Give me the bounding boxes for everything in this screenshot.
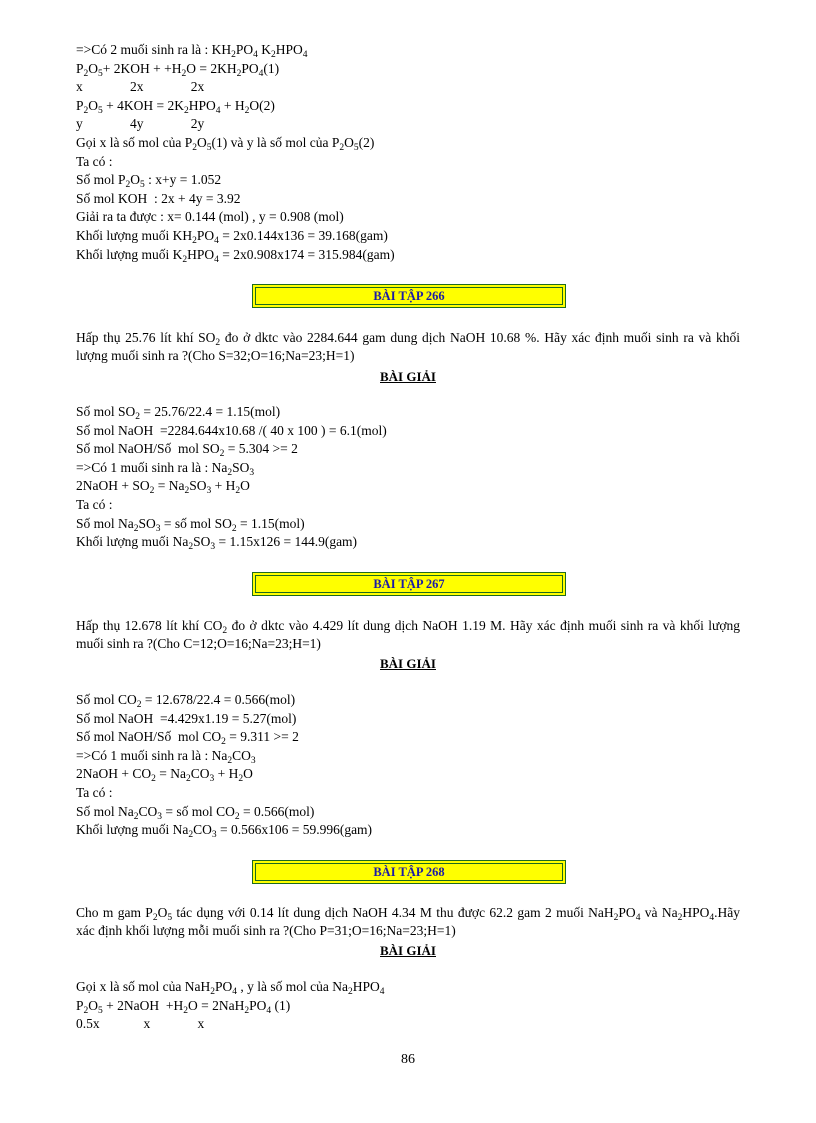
formula-line xyxy=(76,422,387,440)
subscript: 3 xyxy=(155,523,161,534)
text-run: K xyxy=(257,42,271,57)
subscript: 2 xyxy=(244,1005,250,1016)
subscript: 5 xyxy=(98,1005,103,1016)
formula-line xyxy=(76,477,250,495)
text-run: Số mol NaOH =2284.644x10.68 /( 40 x 100 ) = 6.1(mol) xyxy=(76,422,387,438)
subscript: 2 xyxy=(149,486,155,497)
text-run: Giải ra ta được : x= 0.144 (mol) , y = 0.908 (mol) xyxy=(76,209,344,225)
text-run: CO xyxy=(190,766,210,782)
formula-line xyxy=(76,496,113,514)
text-run: Khối lượng muối Na xyxy=(76,534,189,550)
subscript: 5 xyxy=(353,143,359,153)
text-run: O = 2NaH xyxy=(187,997,245,1013)
formula-line xyxy=(76,765,253,783)
text-run: HPO xyxy=(188,97,216,113)
text-run: SO xyxy=(138,515,156,531)
text-run: + 2KOH + +H xyxy=(102,60,182,76)
subscript: 3 xyxy=(210,542,216,553)
subscript: 3 xyxy=(157,811,163,822)
text-run: SO xyxy=(193,534,211,550)
text-run: (2) xyxy=(358,135,375,150)
text-run: Số mol P xyxy=(76,172,126,188)
exercise-267-title: BÀI TẬP 267 xyxy=(373,576,445,591)
subscript: 4 xyxy=(215,105,221,116)
subscript: 2 xyxy=(184,105,189,116)
text-run: =>Có 2 muối sinh ra là : KH xyxy=(76,42,232,57)
text-run: Khối lượng muối KH xyxy=(76,228,193,243)
text-run: PO xyxy=(214,979,233,994)
text-run: : x+y = 1.052 xyxy=(144,172,222,188)
formula-line xyxy=(76,803,314,821)
text-run: 2NaOH + CO xyxy=(76,766,152,782)
text-run: =>Có 1 muối sinh ra là : Na xyxy=(76,459,228,475)
exercise-266-banner xyxy=(252,284,566,308)
text-run: Cho m gam P xyxy=(76,905,153,920)
subscript: 2 xyxy=(181,68,187,79)
formula-line xyxy=(76,978,385,996)
subscript: 2 xyxy=(219,449,225,460)
text-run: , y là số mol của Na xyxy=(237,979,348,994)
subscript: 2 xyxy=(152,913,158,923)
subscript: 2 xyxy=(135,412,141,422)
subscript: 2 xyxy=(222,626,228,636)
subscript: 4 xyxy=(302,50,308,60)
subscript: 4 xyxy=(379,987,385,997)
formula-line xyxy=(76,41,308,59)
text-run: O xyxy=(157,905,168,920)
subscript: 2 xyxy=(215,338,221,348)
text-run: Hấp thụ 25.76 lít khí SO xyxy=(76,330,216,345)
subscript: 4 xyxy=(709,913,715,923)
subscript: 2 xyxy=(210,987,215,997)
subscript: 2 xyxy=(188,542,194,553)
subscript: 2 xyxy=(234,811,240,822)
formula-line xyxy=(76,60,279,78)
subscript: 2 xyxy=(125,180,131,191)
subscript: 3 xyxy=(249,467,255,478)
exercise-267-problem xyxy=(76,617,740,653)
text-run: (1) và y là số mol của P xyxy=(211,135,340,150)
formula-line xyxy=(76,246,395,264)
text-run: O xyxy=(240,478,250,494)
formula-line xyxy=(76,190,241,208)
subscript: 2 xyxy=(613,913,619,923)
formula-line xyxy=(76,115,204,133)
subscript: 2 xyxy=(133,811,139,822)
text-run: = 9.311 >= 2 xyxy=(225,729,299,745)
text-run: SO xyxy=(232,459,250,475)
subscript: 4 xyxy=(232,987,237,997)
formula-line xyxy=(76,78,204,96)
text-run: O xyxy=(88,60,99,76)
text-run: Hấp thụ 12.678 lít khí CO xyxy=(76,618,223,633)
text-run: = Na xyxy=(154,478,185,494)
text-run: y 4y 2y xyxy=(76,116,205,132)
text-run: đo ở dktc vào 4.429 lít dung dịch NaOH 1.19 M. Hãy xác định muối sinh ra và khối lượng muối sinh ra ?(Cho C=12;O=16;Na=23;H=1) xyxy=(76,618,741,651)
text-run: Số mol Na xyxy=(76,515,134,531)
text-run: = 1.15x126 = 144.9(gam) xyxy=(215,534,358,550)
formula-line xyxy=(76,459,254,477)
subscript: 2 xyxy=(192,236,197,246)
formula-line xyxy=(76,784,113,802)
subscript: 2 xyxy=(339,143,345,153)
text-run: Khối lượng muối Na xyxy=(76,822,189,838)
text-run: = số mol SO xyxy=(160,515,232,531)
text-run: .Hãy xác định khối lượng mỗi muối sinh ra ?(Cho P=31;O=16;Na=23;H=1) xyxy=(76,905,741,938)
subscript: 2 xyxy=(185,774,191,785)
formula-line xyxy=(76,97,275,115)
subscript: 2 xyxy=(133,523,139,534)
text-run: P xyxy=(76,60,84,76)
subscript: 2 xyxy=(227,467,233,478)
text-run: HPO xyxy=(275,42,303,57)
text-run: O = 2KH xyxy=(186,60,237,76)
formula-line xyxy=(76,515,305,533)
text-run: = Na xyxy=(155,766,186,782)
page-number: 86 xyxy=(401,1052,415,1067)
text-run: + H xyxy=(211,478,236,494)
text-run: P xyxy=(76,97,84,113)
subscript: 5 xyxy=(140,180,145,191)
text-run: Số mol NaOH/Số mol SO xyxy=(76,441,220,457)
formula-line xyxy=(76,134,374,152)
text-run: = 1.15(mol) xyxy=(236,515,305,531)
text-run: = 2x0.908x174 = 315.984(gam) xyxy=(218,246,395,262)
exercise-267-solution-heading: BÀI GIẢI xyxy=(380,656,436,671)
subscript: 5 xyxy=(98,68,103,79)
exercise-268-banner xyxy=(252,860,566,884)
subscript: 2 xyxy=(184,486,190,497)
text-run: PO xyxy=(618,905,636,920)
formula-line xyxy=(76,440,298,458)
formula-line xyxy=(76,691,295,709)
subscript: 2 xyxy=(244,105,250,116)
subscript: 2 xyxy=(151,774,156,785)
subscript: 2 xyxy=(347,987,353,997)
subscript: 4 xyxy=(635,913,641,923)
subscript: 3 xyxy=(209,774,215,785)
text-run: = 12.678/22.4 = 0.566(mol) xyxy=(141,692,296,707)
subscript: 2 xyxy=(83,68,89,79)
text-run: O xyxy=(130,172,141,188)
text-run: 2NaOH + SO xyxy=(76,478,150,494)
text-run: Ta có : xyxy=(76,153,113,169)
subscript: 3 xyxy=(206,486,212,497)
text-run: Ta có : xyxy=(76,785,113,800)
text-run: CO xyxy=(232,747,251,763)
formula-line xyxy=(76,403,280,421)
exercise-267-banner xyxy=(252,572,566,596)
text-run: đo ở dktc vào 2284.644 gam dung dịch NaOH 10.68 %. Hãy xác định muối sinh ra và khối lượng muối sinh ra ?(Cho S=32;O=16;Na=23;H=1) xyxy=(76,330,740,363)
text-run: = 25.76/22.4 = 1.15(mol) xyxy=(140,404,281,419)
text-run: PO xyxy=(249,997,267,1013)
subscript: 3 xyxy=(250,755,256,766)
text-run: O xyxy=(88,997,99,1013)
subscript: 2 xyxy=(182,254,188,265)
formula-line xyxy=(76,171,221,189)
exercise-266-problem xyxy=(76,329,740,365)
subscript: 4 xyxy=(253,50,258,60)
text-run: Ta có : xyxy=(76,497,113,512)
subscript: 5 xyxy=(98,105,103,116)
subscript: 2 xyxy=(236,68,242,79)
subscript: 2 xyxy=(136,700,142,710)
subscript: 2 xyxy=(235,486,241,497)
text-run: Số mol KOH : 2x + 4y = 3.92 xyxy=(76,190,241,206)
subscript: 2 xyxy=(192,143,197,153)
text-run: Số mol Na xyxy=(76,803,134,819)
subscript: 2 xyxy=(83,1005,89,1016)
text-run: PO xyxy=(241,60,259,76)
exercise-266-title: BÀI TẬP 266 xyxy=(373,288,445,303)
text-run: và Na xyxy=(640,905,678,920)
subscript: 4 xyxy=(266,1005,272,1016)
text-run: Số mol NaOH/Số mol CO xyxy=(76,729,222,745)
subscript: 2 xyxy=(83,105,89,116)
text-run: O(2) xyxy=(249,97,275,113)
text-run: O xyxy=(243,766,253,782)
formula-line xyxy=(76,227,388,245)
text-run: x 2x 2x xyxy=(76,79,205,95)
text-run: + 2NaOH +H xyxy=(102,997,184,1013)
text-run: P xyxy=(76,997,84,1013)
text-run: = 5.304 >= 2 xyxy=(224,441,298,457)
text-run: Khối lượng muối K xyxy=(76,246,183,262)
subscript: 2 xyxy=(238,774,244,785)
text-run: = 0.566x106 = 59.996(gam) xyxy=(216,822,373,838)
subscript: 3 xyxy=(211,830,217,841)
text-run: 0.5x x x xyxy=(76,1016,205,1032)
text-run: O xyxy=(197,135,207,150)
subscript: 2 xyxy=(677,913,683,923)
subscript: 4 xyxy=(214,236,219,246)
text-run: (1) xyxy=(263,60,280,76)
subscript: 4 xyxy=(214,254,219,265)
subscript: 5 xyxy=(167,913,173,923)
subscript: 2 xyxy=(231,50,236,60)
text-run: + 4KOH = 2K xyxy=(102,97,184,113)
subscript: 4 xyxy=(258,68,264,79)
formula-line xyxy=(76,153,113,171)
text-run: (1) xyxy=(271,997,291,1013)
formula-line xyxy=(76,997,290,1015)
subscript: 2 xyxy=(270,50,276,60)
text-run: = số mol CO xyxy=(162,803,235,819)
subscript: 2 xyxy=(221,737,226,748)
text-run: Số mol SO xyxy=(76,404,136,419)
text-run: + H xyxy=(220,97,245,113)
text-run: CO xyxy=(193,822,212,838)
formula-line xyxy=(76,728,299,746)
formula-line xyxy=(76,208,344,226)
text-run: CO xyxy=(138,803,158,819)
subscript: 2 xyxy=(188,830,194,841)
text-run: O xyxy=(88,97,99,113)
formula-line xyxy=(76,533,357,551)
exercise-268-solution-heading: BÀI GIẢI xyxy=(380,943,436,958)
text-run: Số mol NaOH =4.429x1.19 = 5.27(mol) xyxy=(76,710,297,726)
subscript: 2 xyxy=(183,1005,188,1016)
text-run: =>Có 1 muối sinh ra là : Na xyxy=(76,747,228,763)
formula-line xyxy=(76,821,372,839)
text-run: HPO xyxy=(352,979,380,994)
exercise-266-solution-heading: BÀI GIẢI xyxy=(380,369,436,384)
exercise-268-problem xyxy=(76,904,740,940)
text-run: HPO xyxy=(682,905,710,920)
text-run: Gọi x là số mol của NaH xyxy=(76,979,211,994)
text-run: = 0.566(mol) xyxy=(239,803,315,819)
subscript: 2 xyxy=(227,755,233,766)
text-run: = 2x0.144x136 = 39.168(gam) xyxy=(218,228,388,243)
subscript: 5 xyxy=(206,143,212,153)
text-run: tác dụng với 0.14 lít dung dịch NaOH 4.34 M thu được 62.2 gam 2 muối NaH xyxy=(172,905,614,920)
text-run: Số mol CO xyxy=(76,692,137,707)
text-run: Gọi x là số mol của P xyxy=(76,135,193,150)
text-run: O xyxy=(344,135,354,150)
formula-line xyxy=(76,747,256,765)
text-run: + H xyxy=(214,766,239,782)
text-run: PO xyxy=(196,228,215,243)
formula-line xyxy=(76,710,296,728)
subscript: 2 xyxy=(231,523,237,534)
text-run: HPO xyxy=(187,246,215,262)
text-run: SO xyxy=(189,478,207,494)
exercise-268-title: BÀI TẬP 268 xyxy=(373,864,445,879)
formula-line xyxy=(76,1015,204,1033)
text-run: PO xyxy=(235,42,254,57)
